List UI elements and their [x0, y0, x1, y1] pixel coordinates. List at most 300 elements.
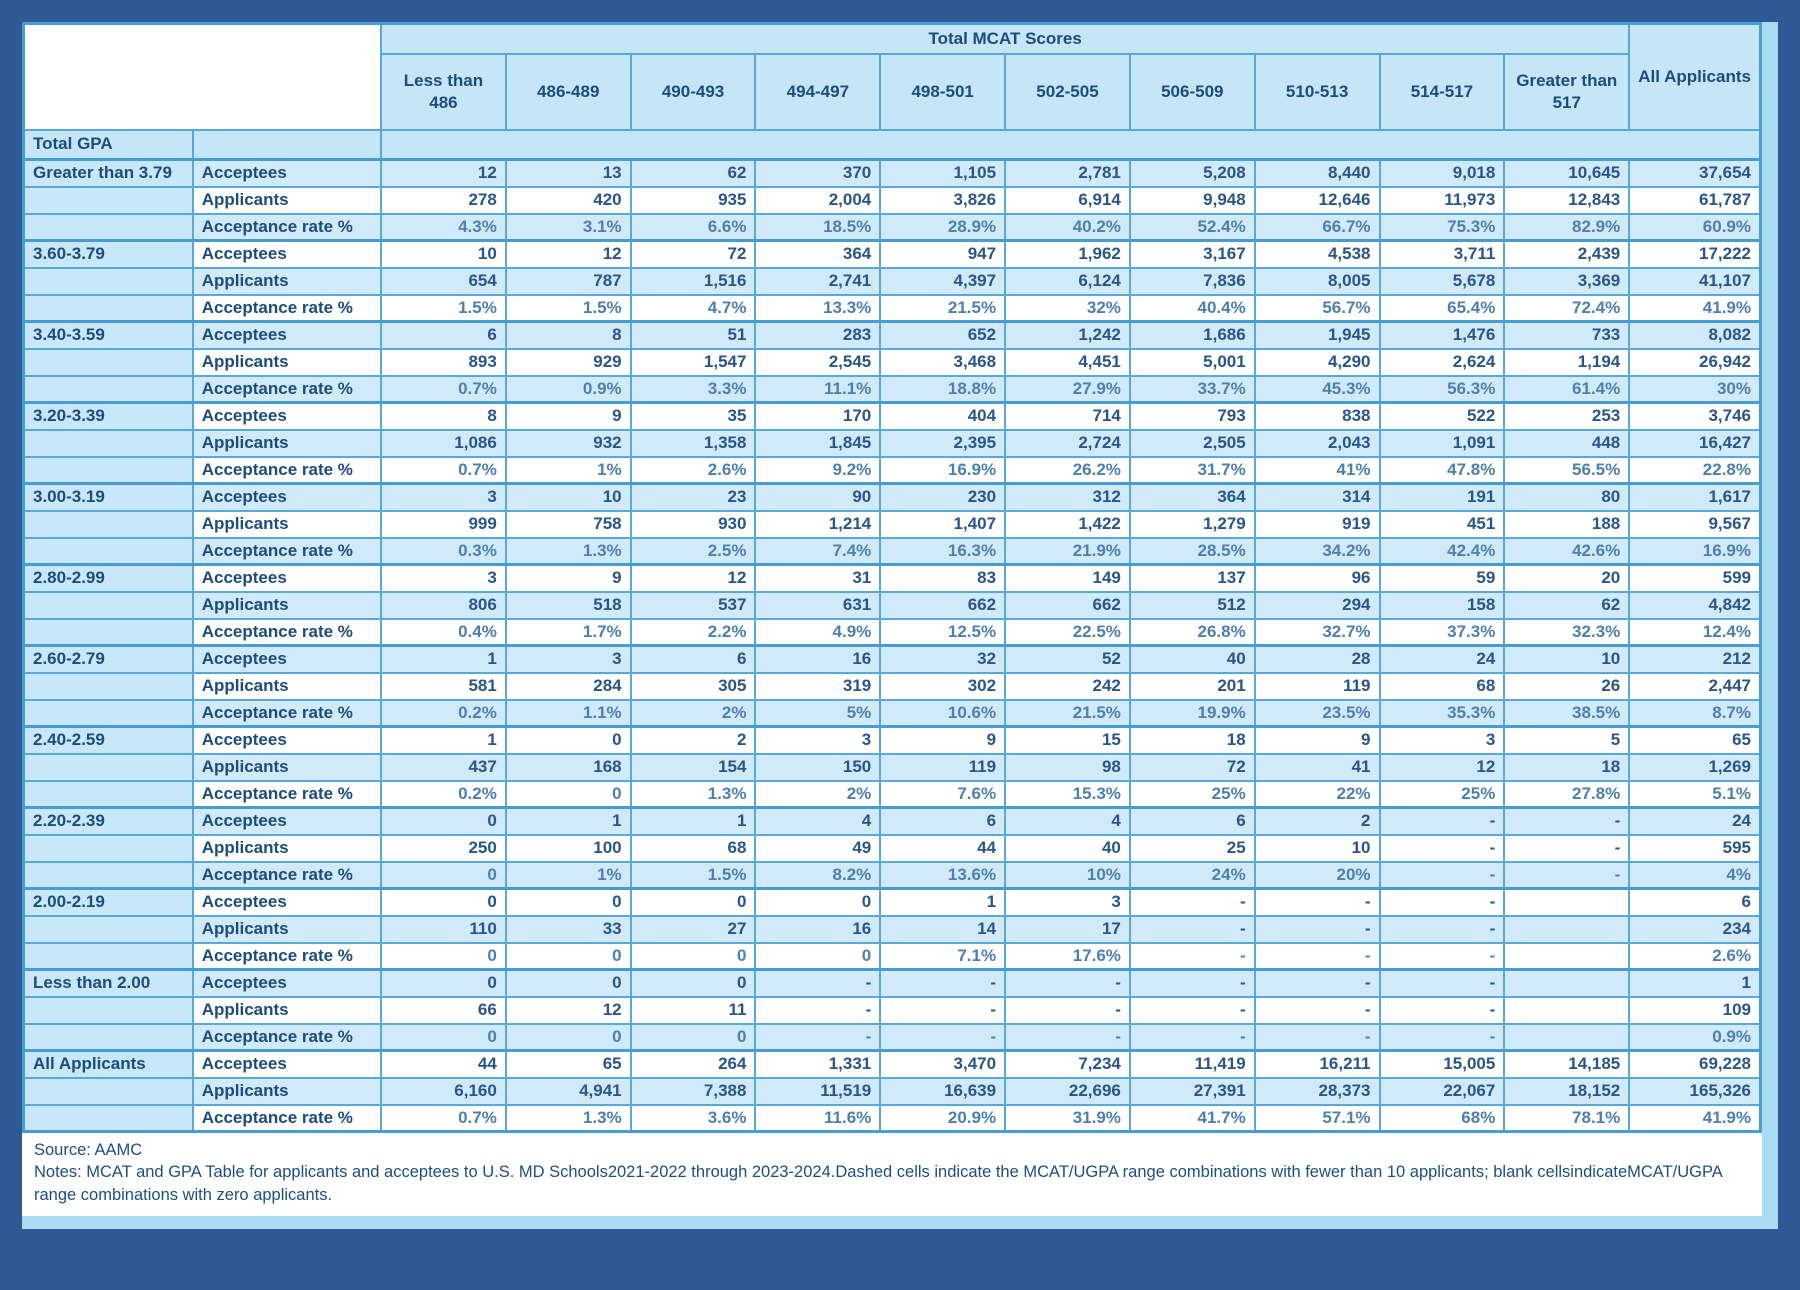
gpa-range-spacer — [24, 997, 193, 1024]
table-row — [24, 403, 1761, 430]
value-cell: 6.6% — [631, 214, 756, 241]
value-cell: 12 — [506, 997, 631, 1024]
value-cell: 110 — [381, 916, 506, 943]
value-cell: 72 — [1130, 754, 1255, 781]
value-cell: 4.9% — [755, 619, 880, 646]
value-cell: 2% — [631, 700, 756, 727]
value-cell: 35.3% — [1380, 700, 1505, 727]
row-type-label: Acceptance rate % — [193, 1024, 381, 1051]
table-row — [24, 349, 1761, 376]
value-cell: 4 — [755, 808, 880, 835]
gpa-range-label: 3.20-3.39 — [24, 403, 193, 430]
value-cell: 100 — [506, 835, 631, 862]
score-column-header: 510-513 — [1255, 54, 1380, 130]
value-cell: 16 — [755, 646, 880, 673]
gpa-range-spacer — [24, 187, 193, 214]
value-cell: 9 — [506, 565, 631, 592]
value-cell: 24% — [1130, 862, 1255, 889]
value-cell: 1% — [506, 457, 631, 484]
value-cell: 10% — [1005, 862, 1130, 889]
table-row — [24, 160, 1761, 187]
value-cell: 0 — [381, 862, 506, 889]
value-cell: 65 — [1629, 727, 1760, 754]
value-cell: 13.6% — [880, 862, 1005, 889]
value-cell: 2,395 — [880, 430, 1005, 457]
value-cell: 0 — [506, 970, 631, 997]
value-cell: 581 — [381, 673, 506, 700]
gpa-range-spacer — [24, 619, 193, 646]
table-row — [24, 511, 1761, 538]
value-cell: 4.3% — [381, 214, 506, 241]
value-cell: 98 — [1005, 754, 1130, 781]
value-cell: 595 — [1629, 835, 1760, 862]
value-cell: 66 — [381, 997, 506, 1024]
value-cell: 1,242 — [1005, 322, 1130, 349]
value-cell: 518 — [506, 592, 631, 619]
value-cell: 1 — [506, 808, 631, 835]
value-cell: 34.2% — [1255, 538, 1380, 565]
notes-text: Notes: MCAT and GPA Table for applicants and acceptees to U.S. MD Schools2021-2022 through 2023-2024.Dashed cells indicate the MCAT/UGPA range combinations with fewer than 10 applicants; blank cellsindicateMCAT/UGPA range combinations with zero applicants. — [34, 1163, 1722, 1204]
row-type-label: Acceptance rate % — [193, 943, 381, 970]
value-cell: - — [1130, 889, 1255, 916]
value-cell: 5,208 — [1130, 160, 1255, 187]
value-cell: 56.7% — [1255, 295, 1380, 322]
value-cell: 1,962 — [1005, 241, 1130, 268]
value-cell: 537 — [631, 592, 756, 619]
value-cell: 44 — [880, 835, 1005, 862]
value-cell: 364 — [1130, 484, 1255, 511]
value-cell: 72 — [631, 241, 756, 268]
value-cell: 838 — [1255, 403, 1380, 430]
value-cell: 1.3% — [631, 781, 756, 808]
value-cell: 1,617 — [1629, 484, 1760, 511]
value-cell: 1 — [880, 889, 1005, 916]
value-cell: - — [880, 1024, 1005, 1051]
table-row — [24, 862, 1761, 889]
value-cell: 2 — [631, 727, 756, 754]
value-cell: 6,914 — [1005, 187, 1130, 214]
value-cell: 25 — [1130, 835, 1255, 862]
value-cell: 60.9% — [1629, 214, 1760, 241]
value-cell: 3 — [506, 646, 631, 673]
value-cell: 8 — [381, 403, 506, 430]
value-cell: 14 — [880, 916, 1005, 943]
value-cell: 68 — [631, 835, 756, 862]
value-cell: 10 — [1255, 835, 1380, 862]
value-cell: 8.2% — [755, 862, 880, 889]
value-cell: 12,646 — [1255, 187, 1380, 214]
gpa-range-label: 3.40-3.59 — [24, 322, 193, 349]
value-cell: 3 — [381, 484, 506, 511]
value-cell: - — [1380, 916, 1505, 943]
value-cell: 20.9% — [880, 1105, 1005, 1132]
value-cell: 27 — [631, 916, 756, 943]
value-cell: 1 — [381, 646, 506, 673]
value-cell: 11,973 — [1380, 187, 1505, 214]
value-cell: 12.5% — [880, 619, 1005, 646]
value-cell: 3,167 — [1130, 241, 1255, 268]
table-row — [24, 1051, 1761, 1078]
value-cell: 26.2% — [1005, 457, 1130, 484]
value-cell: - — [1504, 862, 1629, 889]
value-cell: 57.1% — [1255, 1105, 1380, 1132]
value-cell: 72.4% — [1504, 295, 1629, 322]
value-cell: 27,391 — [1130, 1078, 1255, 1105]
value-cell: 32 — [880, 646, 1005, 673]
score-column-header: 490-493 — [631, 54, 756, 130]
value-cell: 3 — [755, 727, 880, 754]
value-cell: 16,211 — [1255, 1051, 1380, 1078]
value-cell: 40 — [1130, 646, 1255, 673]
value-cell: 65.4% — [1380, 295, 1505, 322]
row-type-label: Acceptees — [193, 241, 381, 268]
row-type-label: Acceptees — [193, 970, 381, 997]
value-cell: 10 — [506, 484, 631, 511]
table-row — [24, 619, 1761, 646]
row-type-label: Applicants — [193, 592, 381, 619]
value-cell: 0.2% — [381, 781, 506, 808]
value-cell: 15.3% — [1005, 781, 1130, 808]
value-cell: - — [755, 970, 880, 997]
value-cell: 11.6% — [755, 1105, 880, 1132]
value-cell: 932 — [506, 430, 631, 457]
total-gpa-row — [24, 130, 1761, 160]
gpa-range-spacer — [24, 376, 193, 403]
gpa-range-spacer — [24, 754, 193, 781]
gpa-range-spacer — [24, 349, 193, 376]
value-cell: 78.1% — [1504, 1105, 1629, 1132]
value-cell: 437 — [381, 754, 506, 781]
value-cell: 1,686 — [1130, 322, 1255, 349]
value-cell: 0 — [631, 943, 756, 970]
value-cell: 12.4% — [1629, 619, 1760, 646]
value-cell: 154 — [631, 754, 756, 781]
value-cell: 12 — [506, 241, 631, 268]
value-cell: - — [1130, 1024, 1255, 1051]
value-cell: 40.4% — [1130, 295, 1255, 322]
gpa-range-spacer — [24, 430, 193, 457]
value-cell: 18 — [1130, 727, 1255, 754]
value-cell: 2,624 — [1380, 349, 1505, 376]
value-cell: 364 — [755, 241, 880, 268]
value-cell: 6 — [1629, 889, 1760, 916]
value-cell: 793 — [1130, 403, 1255, 430]
value-cell: 18.8% — [880, 376, 1005, 403]
row-type-label: Applicants — [193, 997, 381, 1024]
row-type-label: Applicants — [193, 916, 381, 943]
value-cell: 654 — [381, 268, 506, 295]
value-cell: 7.4% — [755, 538, 880, 565]
value-cell: 201 — [1130, 673, 1255, 700]
value-cell: 62 — [1504, 592, 1629, 619]
gpa-range-label: 3.00-3.19 — [24, 484, 193, 511]
value-cell: 66.7% — [1255, 214, 1380, 241]
value-cell: 1,407 — [880, 511, 1005, 538]
value-cell: 19.9% — [1130, 700, 1255, 727]
row-type-label: Acceptance rate % — [193, 457, 381, 484]
value-cell: 6,160 — [381, 1078, 506, 1105]
value-cell: 2,545 — [755, 349, 880, 376]
value-cell: 38.5% — [1504, 700, 1629, 727]
gpa-range-spacer — [24, 943, 193, 970]
value-cell — [1504, 1024, 1629, 1051]
value-cell: 404 — [880, 403, 1005, 430]
table-row — [24, 997, 1761, 1024]
value-cell: 7,388 — [631, 1078, 756, 1105]
value-cell: 2,741 — [755, 268, 880, 295]
value-cell: 1.1% — [506, 700, 631, 727]
value-cell: 4,538 — [1255, 241, 1380, 268]
value-cell: 0 — [506, 943, 631, 970]
value-cell: 109 — [1629, 997, 1760, 1024]
value-cell: 6 — [381, 322, 506, 349]
value-cell: 7.6% — [880, 781, 1005, 808]
value-cell: 35 — [631, 403, 756, 430]
value-cell: - — [1380, 835, 1505, 862]
value-cell: 420 — [506, 187, 631, 214]
value-cell: 253 — [1504, 403, 1629, 430]
row-type-label: Acceptees — [193, 808, 381, 835]
value-cell: 11.1% — [755, 376, 880, 403]
value-cell: 631 — [755, 592, 880, 619]
gpa-range-label: 2.60-2.79 — [24, 646, 193, 673]
value-cell: 999 — [381, 511, 506, 538]
value-cell: 0.7% — [381, 457, 506, 484]
value-cell: 21.5% — [880, 295, 1005, 322]
value-cell: 3.1% — [506, 214, 631, 241]
value-cell: 119 — [1255, 673, 1380, 700]
value-cell: 250 — [381, 835, 506, 862]
value-cell: 9 — [880, 727, 1005, 754]
value-cell: 18,152 — [1504, 1078, 1629, 1105]
value-cell: 26,942 — [1629, 349, 1760, 376]
value-cell: 150 — [755, 754, 880, 781]
value-cell: 230 — [880, 484, 1005, 511]
value-cell: 4 — [1005, 808, 1130, 835]
gpa-range-spacer — [24, 592, 193, 619]
value-cell: 6 — [631, 646, 756, 673]
value-cell: 733 — [1504, 322, 1629, 349]
value-cell: 3 — [1005, 889, 1130, 916]
value-cell: 5.1% — [1629, 781, 1760, 808]
value-cell: - — [1380, 943, 1505, 970]
value-cell: 4,451 — [1005, 349, 1130, 376]
value-cell: 4% — [1629, 862, 1760, 889]
gpa-range-label: 3.60-3.79 — [24, 241, 193, 268]
value-cell: 312 — [1005, 484, 1130, 511]
value-cell: 284 — [506, 673, 631, 700]
value-cell: 33 — [506, 916, 631, 943]
value-cell: 191 — [1380, 484, 1505, 511]
value-cell: 2,447 — [1629, 673, 1760, 700]
value-cell: 264 — [631, 1051, 756, 1078]
value-cell: 68 — [1380, 673, 1505, 700]
value-cell: 12 — [631, 565, 756, 592]
value-cell: 10 — [1504, 646, 1629, 673]
value-cell: 44 — [381, 1051, 506, 1078]
value-cell: 165,326 — [1629, 1078, 1760, 1105]
value-cell: - — [755, 1024, 880, 1051]
value-cell: 6 — [880, 808, 1005, 835]
value-cell: 947 — [880, 241, 1005, 268]
value-cell: 0 — [755, 889, 880, 916]
value-cell: 26.8% — [1130, 619, 1255, 646]
value-cell: 806 — [381, 592, 506, 619]
gpa-range-spacer — [24, 1024, 193, 1051]
value-cell: 5 — [1504, 727, 1629, 754]
value-cell: - — [1504, 835, 1629, 862]
gpa-range-label: 2.80-2.99 — [24, 565, 193, 592]
table-row — [24, 646, 1761, 673]
row-type-label: Applicants — [193, 430, 381, 457]
value-cell: 188 — [1504, 511, 1629, 538]
table-row — [24, 241, 1761, 268]
value-cell: 5,678 — [1380, 268, 1505, 295]
value-cell: 8.7% — [1629, 700, 1760, 727]
value-cell: 0.7% — [381, 376, 506, 403]
value-cell: 0 — [506, 1024, 631, 1051]
value-cell: 8 — [506, 322, 631, 349]
value-cell: 1,194 — [1504, 349, 1629, 376]
value-cell: 0 — [506, 727, 631, 754]
value-cell: 32.7% — [1255, 619, 1380, 646]
value-cell: 82.9% — [1504, 214, 1629, 241]
value-cell: 16.3% — [880, 538, 1005, 565]
gpa-range-label: Greater than 3.79 — [24, 160, 193, 187]
value-cell: 2,724 — [1005, 430, 1130, 457]
value-cell: 27.8% — [1504, 781, 1629, 808]
value-cell: 68% — [1380, 1105, 1505, 1132]
value-cell: - — [1130, 916, 1255, 943]
value-cell: 37,654 — [1629, 160, 1760, 187]
value-cell: 80 — [1504, 484, 1629, 511]
value-cell: 20% — [1255, 862, 1380, 889]
row-type-label: Acceptees — [193, 322, 381, 349]
value-cell: 3 — [1380, 727, 1505, 754]
value-cell: 13 — [506, 160, 631, 187]
value-cell: 1% — [506, 862, 631, 889]
value-cell: 90 — [755, 484, 880, 511]
value-cell: 4,941 — [506, 1078, 631, 1105]
value-cell: 1,516 — [631, 268, 756, 295]
value-cell: 8,082 — [1629, 322, 1760, 349]
value-cell: 1,105 — [880, 160, 1005, 187]
value-cell: 1.5% — [631, 862, 756, 889]
value-cell: 7,234 — [1005, 1051, 1130, 1078]
value-cell: 12 — [381, 160, 506, 187]
row-type-label: Applicants — [193, 673, 381, 700]
value-cell: 929 — [506, 349, 631, 376]
value-cell: 1,476 — [1380, 322, 1505, 349]
value-cell: - — [880, 997, 1005, 1024]
value-cell: 21.5% — [1005, 700, 1130, 727]
value-cell: 45.3% — [1255, 376, 1380, 403]
value-cell: 3,369 — [1504, 268, 1629, 295]
table-row — [24, 754, 1761, 781]
table-row — [24, 322, 1761, 349]
value-cell: 16.9% — [1629, 538, 1760, 565]
value-cell: 3 — [381, 565, 506, 592]
table-row — [24, 1105, 1761, 1132]
row-type-label: Acceptees — [193, 727, 381, 754]
value-cell: 0 — [381, 970, 506, 997]
row-type-label: Acceptance rate % — [193, 781, 381, 808]
value-cell: 6,124 — [1005, 268, 1130, 295]
value-cell: - — [1380, 997, 1505, 1024]
value-cell: 119 — [880, 754, 1005, 781]
row-type-label: Acceptees — [193, 1051, 381, 1078]
value-cell: 16,639 — [880, 1078, 1005, 1105]
value-cell: 9,948 — [1130, 187, 1255, 214]
row-type-label: Applicants — [193, 1078, 381, 1105]
gpa-range-spacer — [24, 916, 193, 943]
value-cell: 32.3% — [1504, 619, 1629, 646]
gpa-range-spacer — [24, 781, 193, 808]
value-cell — [1504, 889, 1629, 916]
gpa-range-label: 2.00-2.19 — [24, 889, 193, 916]
value-cell: 2.2% — [631, 619, 756, 646]
value-cell: 0 — [631, 970, 756, 997]
value-cell: 10.6% — [880, 700, 1005, 727]
gpa-range-spacer — [24, 511, 193, 538]
row-type-label: Applicants — [193, 349, 381, 376]
value-cell: 1,845 — [755, 430, 880, 457]
value-cell: 13.3% — [755, 295, 880, 322]
value-cell: 935 — [631, 187, 756, 214]
value-cell: 1,086 — [381, 430, 506, 457]
value-cell: 893 — [381, 349, 506, 376]
score-column-header: Less than 486 — [381, 54, 506, 130]
value-cell: 17,222 — [1629, 241, 1760, 268]
value-cell: 3.3% — [631, 376, 756, 403]
value-cell: 2.6% — [1629, 943, 1760, 970]
value-cell: 5,001 — [1130, 349, 1255, 376]
value-cell: 1,547 — [631, 349, 756, 376]
value-cell: 1,091 — [1380, 430, 1505, 457]
value-cell: 451 — [1380, 511, 1505, 538]
value-cell: 22,067 — [1380, 1078, 1505, 1105]
value-cell: 0 — [381, 943, 506, 970]
gpa-range-label: Less than 2.00 — [24, 970, 193, 997]
mcat-gpa-table — [22, 22, 1762, 1133]
value-cell: 11,419 — [1130, 1051, 1255, 1078]
value-cell: 170 — [755, 403, 880, 430]
value-cell: 1.3% — [506, 538, 631, 565]
value-cell: 1,279 — [1130, 511, 1255, 538]
value-cell: 0 — [381, 1024, 506, 1051]
value-cell: - — [1255, 970, 1380, 997]
value-cell: 6 — [1130, 808, 1255, 835]
value-cell: - — [1380, 889, 1505, 916]
value-cell: 9,018 — [1380, 160, 1505, 187]
table-row — [24, 1078, 1761, 1105]
value-cell: 25% — [1380, 781, 1505, 808]
value-cell: 96 — [1255, 565, 1380, 592]
table-row — [24, 727, 1761, 754]
value-cell: 42.6% — [1504, 538, 1629, 565]
value-cell: 0 — [506, 889, 631, 916]
value-cell: 0 — [631, 889, 756, 916]
value-cell: 1,331 — [755, 1051, 880, 1078]
gpa-range-spacer — [24, 835, 193, 862]
value-cell: 4,397 — [880, 268, 1005, 295]
value-cell: 15 — [1005, 727, 1130, 754]
score-column-header: 514-517 — [1380, 54, 1505, 130]
value-cell: 1 — [1629, 970, 1760, 997]
value-cell: 62 — [631, 160, 756, 187]
value-cell: 2.6% — [631, 457, 756, 484]
value-cell: 212 — [1629, 646, 1760, 673]
